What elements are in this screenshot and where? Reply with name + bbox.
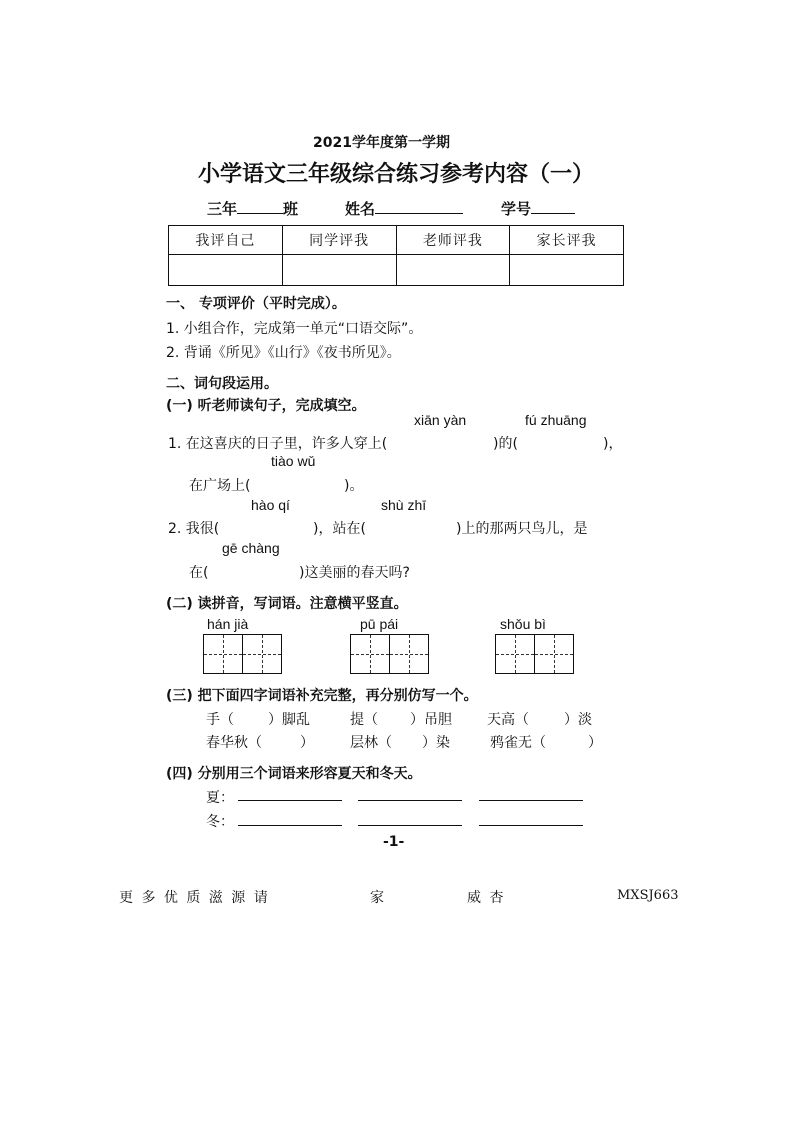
footer-code: MXSJ663: [617, 888, 679, 903]
class-prefix: 三年: [207, 200, 238, 218]
part3-title: (三) 把下面四字词语补充完整，再分别仿写一个。: [166, 688, 478, 704]
pinyin-gechang: gē chàng: [222, 540, 280, 556]
year-title: 2021学年度第一学期: [313, 135, 450, 151]
id-blank[interactable]: [531, 199, 575, 214]
q2-line2-b: )这美丽的春天吗?: [299, 565, 410, 581]
summer-blank-3[interactable]: [479, 800, 583, 801]
section1-item-1: 1. 小组合作，完成第一单元“口语交际”。: [166, 321, 423, 337]
pinyin-tiaowu: tiào wǔ: [271, 453, 316, 469]
eval-cell-parent[interactable]: [510, 255, 624, 286]
q1-line1-c: )，: [603, 436, 623, 452]
idiom-4a: 春华秋（: [206, 735, 262, 751]
q1-line1-b: )的(: [493, 436, 518, 452]
pinyin-xianyan: xiān yàn: [414, 412, 467, 428]
idiom-3a: 天高（: [487, 712, 529, 728]
summer-label: 夏：: [206, 790, 234, 806]
section1-title: 一、 专项评价（平时完成）。: [166, 296, 346, 312]
tianzige-cell[interactable]: [203, 634, 243, 674]
winter-label: 冬：: [206, 814, 234, 830]
pinyin-fuzhuang: fú zhuāng: [525, 412, 587, 428]
pinyin-shuzhi: shù zhī: [381, 497, 427, 513]
pinyin-pupai: pū pái: [360, 616, 399, 632]
idiom-5a: 层林（: [350, 735, 392, 751]
eval-header-parent: 家长评我: [510, 226, 624, 255]
idiom-2b: ）吊胆: [410, 712, 452, 728]
footer-left: 更 多 优 质 滋 源 请: [119, 890, 270, 906]
part2-title: (二) 读拼音，写词语。注意横平竖直。: [166, 596, 408, 612]
q2-line1-a: 2. 我很(: [168, 521, 220, 537]
summer-blank-2[interactable]: [358, 800, 462, 801]
q2-line2-a: 在(: [189, 565, 209, 581]
footer-mid1: 家: [370, 890, 384, 906]
section1-item-2: 2. 背诵《所见》《山行》《夜书所见》。: [166, 345, 401, 361]
idiom-2a: 提（: [350, 712, 378, 728]
tianzige-cell[interactable]: [242, 634, 282, 674]
page-number: -1-: [383, 834, 405, 850]
section2-title: 二、词句段运用。: [166, 376, 278, 392]
eval-cell-self[interactable]: [169, 255, 283, 286]
name-field: [345, 198, 463, 219]
name-blank[interactable]: [375, 199, 463, 214]
tianzige-pupai: [350, 634, 429, 674]
page-title: 小学语文三年级综合练习参考内容（一）: [198, 162, 595, 187]
eval-header-self: 我评自己: [169, 226, 283, 255]
eval-header-teacher: 老师评我: [396, 226, 510, 255]
id-field: [501, 198, 575, 219]
winter-blank-2[interactable]: [358, 825, 462, 826]
tianzige-shoubi: [495, 634, 574, 674]
idiom-5b: ）染: [422, 735, 450, 751]
idiom-4b: ）: [300, 735, 314, 751]
class-label: [207, 198, 298, 219]
summer-blank-1[interactable]: [238, 800, 342, 801]
class-blank[interactable]: [237, 199, 283, 214]
winter-blank-1[interactable]: [238, 825, 342, 826]
eval-cell-teacher[interactable]: [396, 255, 510, 286]
idiom-1a: 手（: [206, 712, 234, 728]
q1-line2-a: 在广场上(: [189, 478, 251, 494]
part4-title: (四) 分别用三个词语来形容夏天和冬天。: [166, 766, 422, 782]
pinyin-shoubi: shǒu bì: [500, 616, 546, 632]
tianzige-hanjia: [203, 634, 282, 674]
footer-mid2: 威 杏: [467, 890, 506, 906]
class-suffix: 班: [283, 200, 299, 218]
q1-line2-b: )。: [344, 478, 364, 494]
id-label: 学号: [501, 200, 532, 218]
part1-title: (一) 听老师读句子，完成填空。: [166, 398, 366, 414]
q2-line1-c: )上的那两只鸟儿，是: [456, 521, 588, 537]
pinyin-haoqi: hào qí: [251, 497, 290, 513]
idiom-6b: ）: [588, 735, 602, 751]
idiom-3b: ）淡: [564, 712, 592, 728]
eval-cell-classmate[interactable]: [282, 255, 396, 286]
eval-header-classmate: 同学评我: [282, 226, 396, 255]
idiom-1b: ）脚乱: [268, 712, 310, 728]
winter-blank-3[interactable]: [479, 825, 583, 826]
q1-line1-a: 1. 在这喜庆的日子里，许多人穿上(: [168, 436, 388, 452]
evaluation-table: [168, 225, 624, 286]
tianzige-cell[interactable]: [350, 634, 390, 674]
tianzige-cell[interactable]: [495, 634, 535, 674]
q2-line1-b: )，站在(: [313, 521, 366, 537]
pinyin-hanjia: hán jià: [207, 616, 249, 632]
tianzige-cell[interactable]: [389, 634, 429, 674]
name-label: 姓名: [345, 200, 376, 218]
tianzige-cell[interactable]: [534, 634, 574, 674]
idiom-6a: 鸦雀无（: [490, 735, 546, 751]
